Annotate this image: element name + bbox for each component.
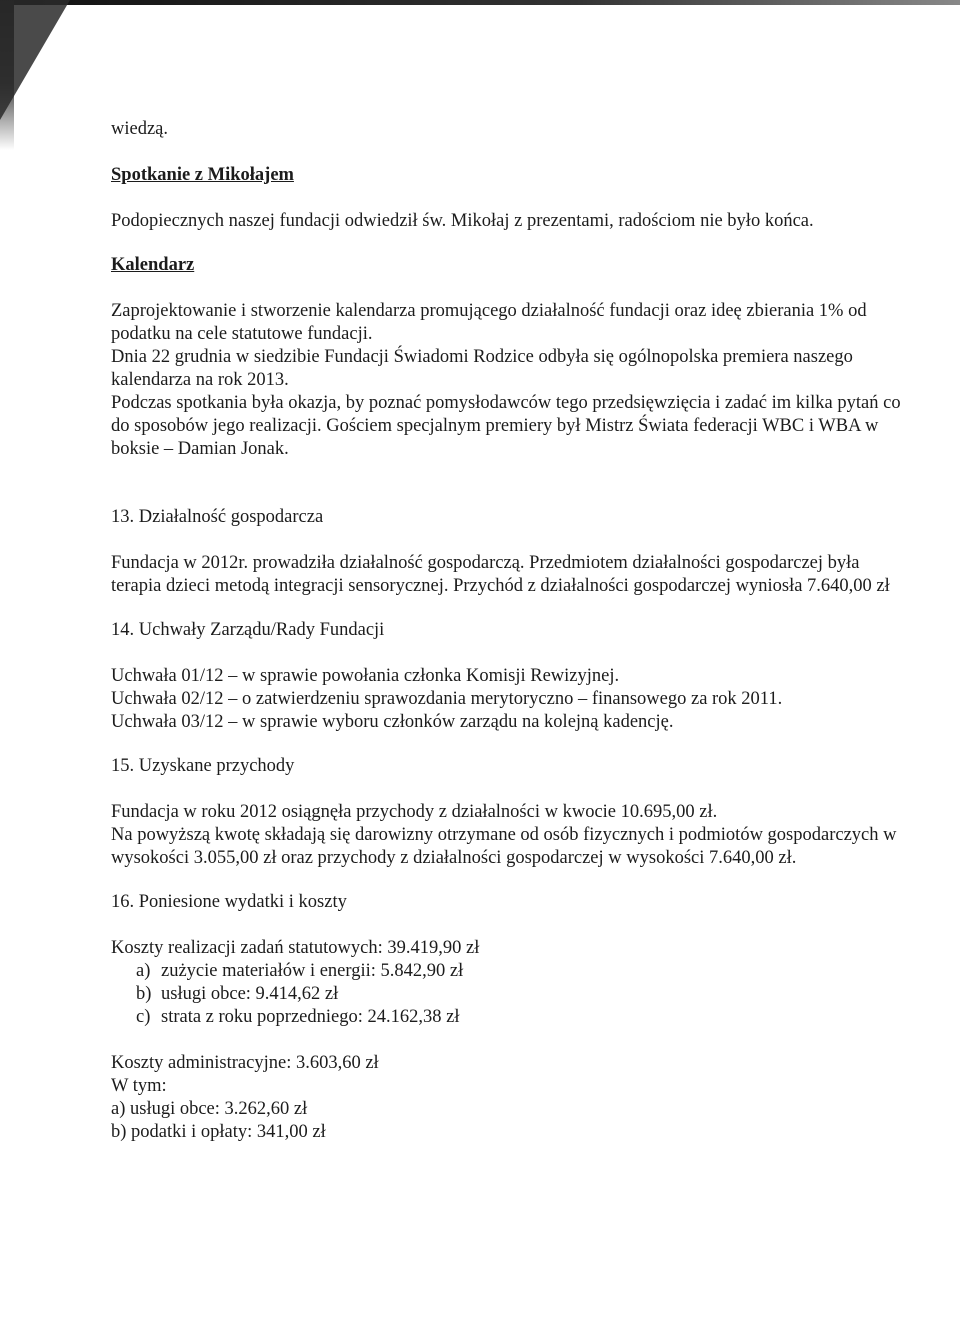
admin-costs-w-tym: W tym: <box>111 1076 167 1096</box>
list-item-text: usługi obce: 9.414,62 zł <box>161 984 339 1004</box>
statutory-costs-total: Koszty realizacji zadań statutowych: 39.419,90 zł <box>111 938 480 958</box>
list-item <box>136 960 911 983</box>
list-item: b) podatki i opłaty: 341,00 zł <box>111 1122 326 1142</box>
statutory-costs-list <box>136 960 911 1029</box>
section-13-paragraph: Fundacja w 2012r. prowadziła działalność gospodarczą. Przedmiotem działalności gospodarczej była terapia dzieci metodą integracji sensorycznej. Przychód z działalności gospodarczej wyniosła 7.640,00 zł <box>111 553 890 596</box>
section-heading-kalendarz: Kalendarz <box>111 255 195 275</box>
scan-border-top <box>0 0 960 5</box>
list-item-text: strata z roku poprzedniego: 24.162,38 zł <box>161 1007 460 1027</box>
section-heading-mikolaj: Spotkanie z Mikołajem <box>111 165 294 185</box>
continuation-text: wiedzą. <box>111 119 169 139</box>
mikolaj-paragraph: Podopiecznych naszej fundacji odwiedził św. Mikołaj z prezentami, radościom nie było końca. <box>111 211 814 231</box>
section-15-paragraph-1: Fundacja w roku 2012 osiągnęła przychody z działalności w kwocie 10.695,00 zł. <box>111 802 718 822</box>
resolution-line: Uchwała 03/12 – w sprawie wyboru członków zarządu na kolejną kadencję. <box>111 712 674 732</box>
document-page <box>111 118 911 1144</box>
resolution-line: Uchwała 02/12 – o zatwierdzeniu sprawozdania merytoryczno – finansowego za rok 2011. <box>111 689 783 709</box>
section-15-paragraph-2: Na powyższą kwotę składają się darowizny otrzymane od osób fizycznych i podmiotów gospodarczych w wysokości 3.055,00 zł oraz przychody z działalności gospodarczej w wysokości 7.640,00 zł. <box>111 825 897 868</box>
kalendarz-paragraph-1: Zaprojektowanie i stworzenie kalendarza promującego działalność fundacji oraz ideę zbierania 1% od podatku na cele statutowe fundacji. <box>111 301 867 344</box>
resolution-line: Uchwała 01/12 – w sprawie powołania członka Komisji Rewizyjnej. <box>111 666 620 686</box>
list-marker: b) <box>136 984 152 1004</box>
list-item <box>136 1006 911 1029</box>
section-heading-13: 13. Działalność gospodarcza <box>111 507 324 527</box>
admin-costs-list <box>111 1098 911 1144</box>
list-item: a) usługi obce: 3.262,60 zł <box>111 1099 308 1119</box>
kalendarz-paragraph-3: Podczas spotkania była okazja, by poznać pomysłodawców tego przedsięwzięcia i zadać im kilka pytań co do sposobów jego realizacji. Gościem specjalnym premiery był Mistrz Świata federacji WBC i WBA w boksie – Damian Jonak. <box>111 393 901 459</box>
list-marker: a) <box>136 961 151 981</box>
list-marker: c) <box>136 1007 151 1027</box>
admin-costs-total: Koszty administracyjne: 3.603,60 zł <box>111 1053 379 1073</box>
section-heading-16: 16. Poniesione wydatki i koszty <box>111 892 347 912</box>
section-heading-14: 14. Uchwały Zarządu/Rady Fundacji <box>111 620 385 640</box>
kalendarz-paragraph-2: Dnia 22 grudnia w siedzibie Fundacji Świadomi Rodzice odbyła się ogólnopolska premiera naszego kalendarza na rok 2013. <box>111 347 853 390</box>
list-item <box>136 983 911 1006</box>
section-heading-15: 15. Uzyskane przychody <box>111 756 295 776</box>
scan-corner-shadow <box>0 0 70 120</box>
list-item-text: zużycie materiałów i energii: 5.842,90 zł <box>161 961 464 981</box>
